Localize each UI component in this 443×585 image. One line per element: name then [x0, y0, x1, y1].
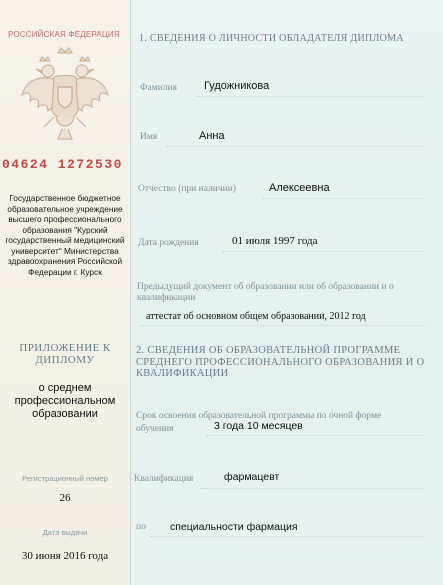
surname-label: Фамилия: [140, 83, 178, 93]
issue-date-label: Дата выдачи: [42, 528, 88, 537]
birth-date-underline: [222, 251, 426, 252]
study-term-underline: [206, 435, 426, 436]
qualification-label: Квалификация: [134, 474, 194, 484]
institution-name: Государственное бюджетное образовательное учреждение высшего профессионального образования "Курский государственный медицинский университет" Министерства здравоохранения Российской Федерации г. Курск: [5, 193, 125, 277]
study-term-value: 3 года 10 месяцев: [214, 420, 303, 432]
previous-document-underline: [140, 325, 426, 326]
name-underline: [166, 146, 426, 147]
registration-number-label: Регистрационный номер: [22, 474, 108, 483]
section1-title: 1. СВЕДЕНИЯ О ЛИЧНОСТИ ОБЛАДАТЕЛЯ ДИПЛОМА: [139, 33, 404, 44]
serial-number: 04624 1272530: [2, 157, 123, 172]
study-term-label: Срок освоения образовательной программы по очной форме обучения: [136, 411, 382, 434]
specialty-value: специальности фармация: [170, 521, 298, 533]
specialty-underline: [150, 536, 426, 537]
issue-date: 30 июня 2016 года: [21, 550, 109, 562]
country-name: РОССИЙСКАЯ ФЕДЕРАЦИЯ: [8, 30, 120, 39]
coat-of-arms-icon: [18, 45, 112, 145]
qualification-value: фармацевт: [224, 471, 280, 483]
surname-value: Гудожникова: [204, 80, 270, 92]
previous-document-label: Предыдущий документ об образовании или об образовании и о квалификации: [137, 282, 394, 303]
previous-document-value: аттестат об основном общем образовании, 2012 год: [146, 311, 366, 322]
qualification-underline: [200, 488, 426, 489]
surname-underline: [196, 96, 426, 97]
patronymic-value: Алексеевна: [269, 182, 330, 194]
patronymic-underline: [262, 198, 426, 199]
name-label: Имя: [140, 132, 158, 142]
registration-number: 26: [59, 492, 71, 504]
name-value: Анна: [199, 130, 225, 142]
birth-date-label: Дата рождения: [138, 238, 199, 248]
birth-date-value: 01 июля 1997 года: [232, 235, 318, 247]
section2-title: 2. СВЕДЕНИЯ ОБ ОБРАЗОВАТЕЛЬНОЙ ПРОГРАММЕ СРЕДНЕГО ПРОФЕССИОНАЛЬНОГО ОБРАЗОВАНИЯ И О КВАЛИФИКАЦИИ: [136, 345, 425, 379]
patronymic-label: Отчество (при наличии): [138, 184, 236, 194]
appendix-subtitle: о среднем профессиональном образовании: [14, 382, 116, 420]
appendix-title: ПРИЛОЖЕНИЕ К ДИПЛОМУ: [19, 342, 111, 366]
specialty-label: по: [136, 522, 146, 532]
